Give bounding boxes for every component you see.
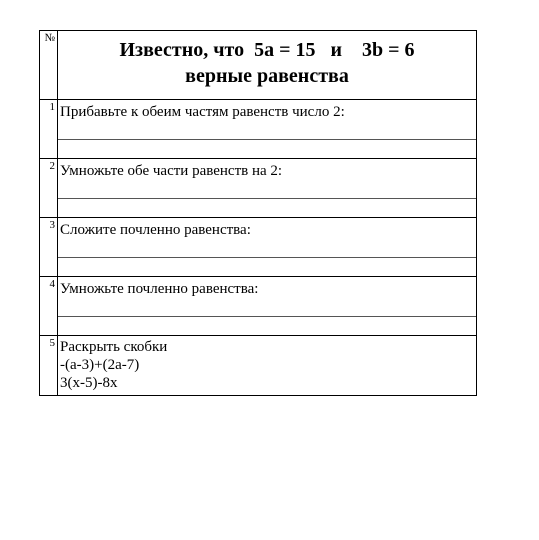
task-number: 1 xyxy=(40,100,58,159)
answer-line xyxy=(58,198,476,199)
task-text: Раскрыть скобки xyxy=(60,339,168,355)
task-text: Умножьте почленно равенства: xyxy=(60,281,259,297)
worksheet-table xyxy=(39,30,477,396)
task-row xyxy=(40,277,477,336)
task-cell xyxy=(58,100,477,159)
task-number: 2 xyxy=(40,159,58,218)
task-number: 3 xyxy=(40,218,58,277)
expression-2: 3(x-5)-8x xyxy=(60,375,118,391)
task-cell xyxy=(58,218,477,277)
task-text: Умножьте обе части равенств на 2: xyxy=(60,163,283,179)
task-text: Сложите почленно равенства: xyxy=(60,222,251,238)
task-cell xyxy=(58,336,477,396)
task-row xyxy=(40,159,477,218)
task-row xyxy=(40,218,477,277)
task-row xyxy=(40,336,477,396)
task-number: 5 xyxy=(40,336,58,396)
expression-1: -(a-3)+(2a-7) xyxy=(60,357,140,373)
header-title-line-1: Известно, что 5a = 15 и 3b = 6 xyxy=(119,39,415,61)
task-cell xyxy=(58,277,477,336)
task-cell xyxy=(58,159,477,218)
header-row xyxy=(40,31,477,100)
answer-line xyxy=(58,316,476,317)
number-column-header: № xyxy=(40,31,58,100)
answer-line xyxy=(58,139,476,140)
answer-line xyxy=(58,257,476,258)
task-number: 4 xyxy=(40,277,58,336)
task-text: Прибавьте к обеим частям равенств число 2: xyxy=(60,104,345,120)
task-row xyxy=(40,100,477,159)
header-cell xyxy=(58,31,477,100)
header-title-line-2: верные равенства xyxy=(185,65,349,87)
